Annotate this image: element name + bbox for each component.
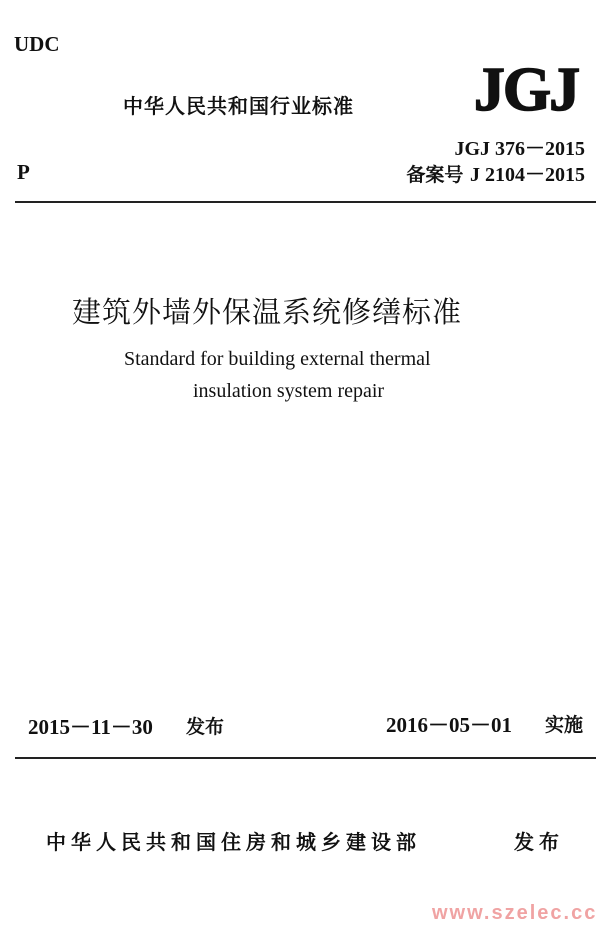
industry-standard-label: 中华人民共和国行业标准 (123, 94, 354, 118)
jgj-logo (466, 56, 586, 120)
watermark: www.szelec.cc (432, 902, 598, 924)
record-number-line (406, 158, 585, 187)
issuing-authority: 中华人民共和国住房和城乡建设部 (46, 830, 421, 854)
publish-date: 2015－11－30 (28, 715, 153, 739)
udc-label: UDC (14, 32, 60, 56)
effective-label: 实施 (545, 714, 584, 736)
bottom-divider (15, 757, 596, 759)
publish-label: 发布 (186, 716, 225, 738)
title-english-line2: insulation system repair (193, 380, 385, 402)
title-chinese: 建筑外墙外保温系统修缮标准 (72, 295, 463, 329)
record-number: J 2104－2015 (470, 164, 585, 186)
title-english-line1: Standard for building external thermal (124, 348, 431, 370)
standard-code: JGJ 376－2015 (454, 138, 585, 160)
logo-text: JGJ (473, 56, 579, 120)
classification-code: P (17, 160, 30, 184)
issue-label: 发布 (514, 830, 564, 854)
top-divider (15, 201, 596, 203)
record-label: 备案号 (406, 164, 464, 186)
effective-date: 2016－05－01 (386, 713, 512, 737)
